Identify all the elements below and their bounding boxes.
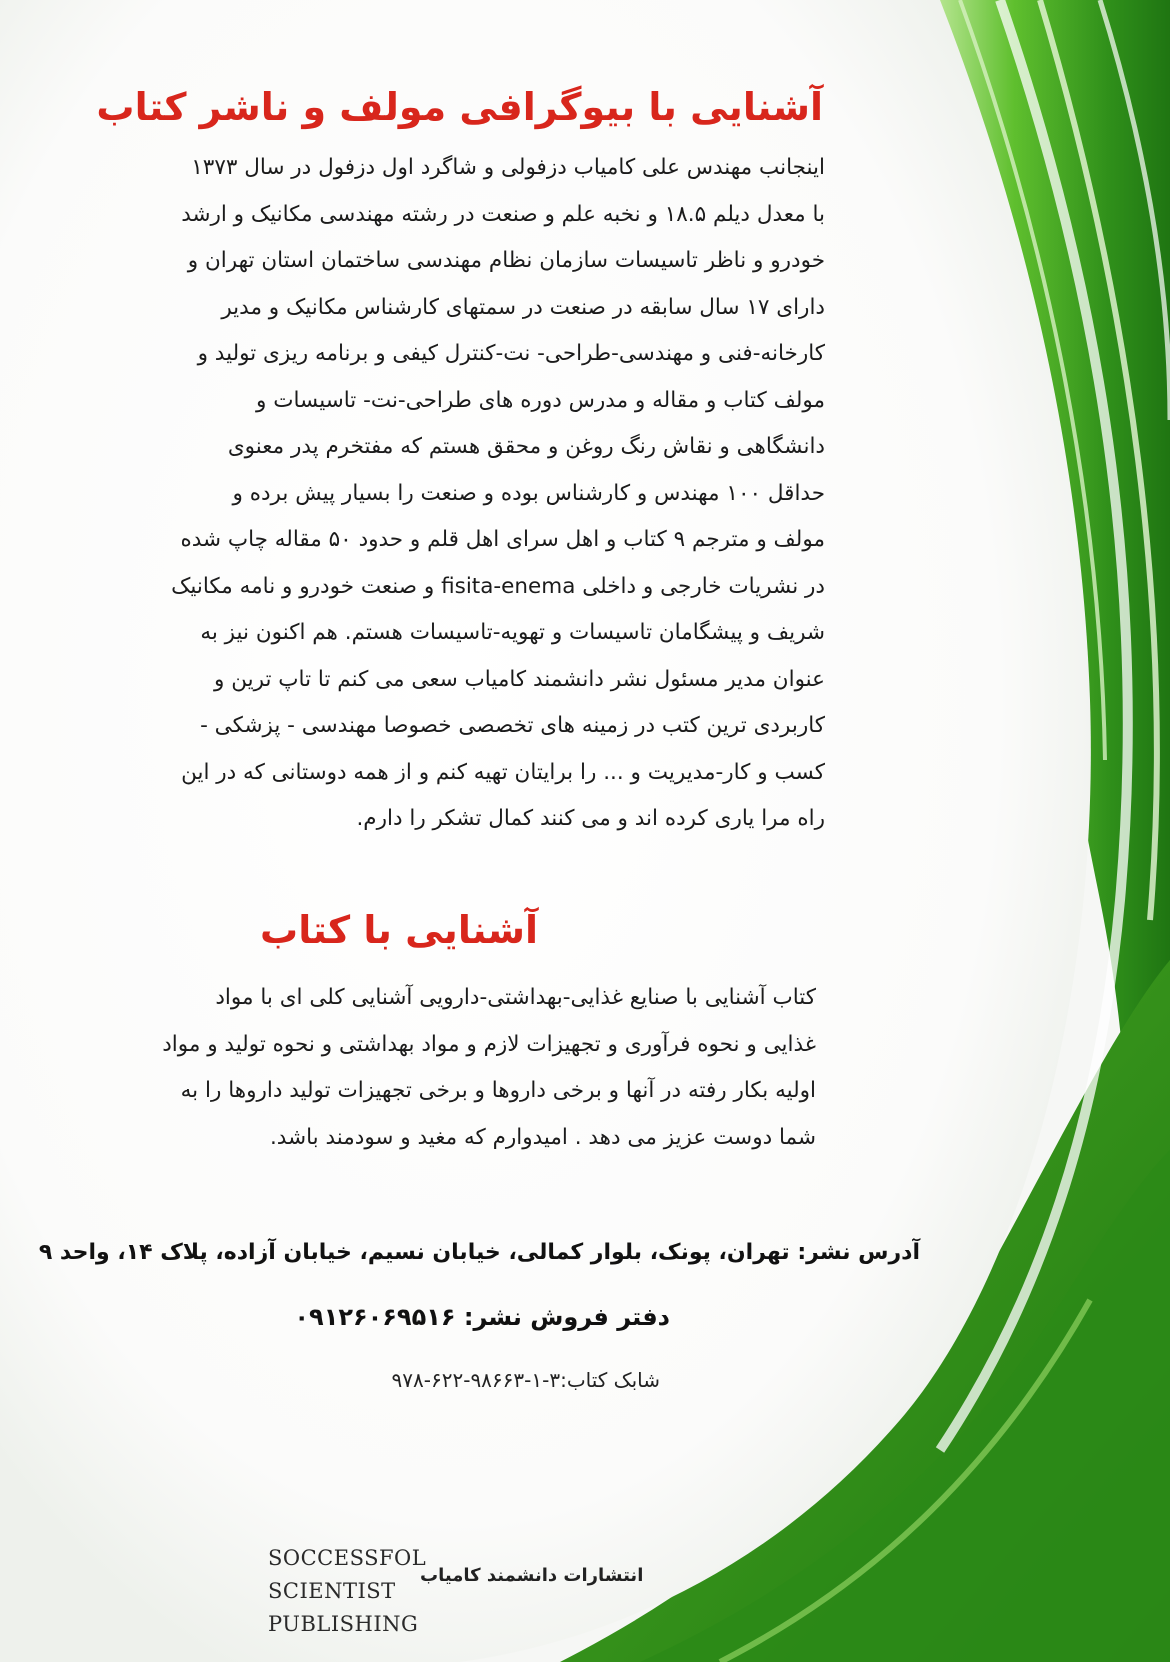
book-line: شما دوست عزیز می دهد . امیدوارم که مغید و سودمند باشد. (269, 1124, 816, 1150)
book-heading: آشنایی با کتاب (260, 908, 538, 952)
bio-line: اینجانب مهندس علی کامیاب دزفولی و شاگرد اول دزفول در سال ۱۳۷۳ (191, 155, 825, 180)
bio-line: خودرو و ناظر تاسیسات سازمان نظام مهندسی ساختمان استان تهران و (187, 248, 825, 273)
bio-line: در نشریات خارجی و داخلی fisita-enema و صنعت خودرو و نامه مکانیک (171, 573, 825, 599)
bio-line: دارای ۱۷ سال سابقه در صنعت در سمتهای کارشناس مکانیک و مدیر (221, 294, 825, 320)
logo-line: SCIENTIST (268, 1579, 396, 1603)
logo-line: PUBLISHING (268, 1612, 419, 1636)
bio-line: شریف و پیشگامان تاسیسات و تهویه-تاسیسات هستم. هم اکنون نیز به (200, 620, 825, 645)
bio-heading: آشنایی با بیوگرافی مولف و ناشر کتاب (96, 85, 823, 129)
logo-line: SOCCESSFOL (268, 1546, 427, 1570)
book-line: اولیه بکار رفته در آنها و برخی داروها و برخی تجهیزات تولید داروها را به (180, 1078, 816, 1103)
bio-line: مولف کتاب و مقاله و مدرس دوره های طراحی-نت- تاسیسات و (256, 387, 825, 413)
bio-line: کسب و کار-مدیریت و ... را برایتان تهیه کنم و از همه دوستانی که در این (181, 759, 825, 785)
bio-line: راه مرا یاری کرده اند و می کنند کمال تشکر را دارم. (356, 806, 825, 831)
bio-line: با معدل دیلم ۱۸.۵ و نخبه علم و صنعت در رشته مهندسی مکانیک و ارشد (181, 201, 825, 227)
bio-paragraph (100, 145, 825, 843)
book-line: غذایی و نحوه فرآوری و تجهیزات لازم و مواد بهداشتی و نحوه تولید و مواد (162, 1031, 816, 1057)
sales-office-phone: دفتر فروش نشر: ۰۹۱۲۶۰۶۹۵۱۶ (294, 1303, 670, 1331)
bio-line: حداقل ۱۰۰ مهندس و کارشناس بوده و صنعت را بسیار پیش برده و (232, 480, 825, 506)
bio-line: مولف و مترجم ۹ کتاب و اهل سرای اهل قلم و حدود ۵۰ مقاله چاپ شده (180, 527, 825, 552)
book-line: کتاب آشنایی با صنایع غذایی-بهداشتی-دارویی آشنایی کلی ای با مواد (215, 985, 816, 1010)
publisher-logo-text (268, 1542, 427, 1641)
book-paragraph (88, 975, 816, 1161)
publisher-name: انتشارات دانشمند کامیاب (420, 1565, 644, 1586)
bio-line: عنوان مدیر مسئول نشر دانشمند کامیاب سعی می کنم تا تاپ ترین و (214, 666, 825, 692)
bio-line: کاربردی ترین کتب در زمینه های تخصصی خصوصا مهندسی - پزشکی - (200, 713, 825, 738)
bio-line: کارخانه-فنی و مهندسی-طراحی- نت-کنترل کیفی و برنامه ریزی تولید و (197, 341, 825, 366)
publisher-address: آدرس نشر: تهران، پونک، بلوار کمالی، خیابان نسیم، خیابان آزاده، پلاک ۱۴، واحد ۹ (38, 1240, 920, 1265)
bio-line: دانشگاهی و نقاش رنگ روغن و محقق هستم که مفتخرم پدر معنوی (227, 434, 825, 459)
isbn: شابک کتاب:۳-۱-۹۸۶۶۳-۶۲۲-۹۷۸ (391, 1368, 660, 1392)
